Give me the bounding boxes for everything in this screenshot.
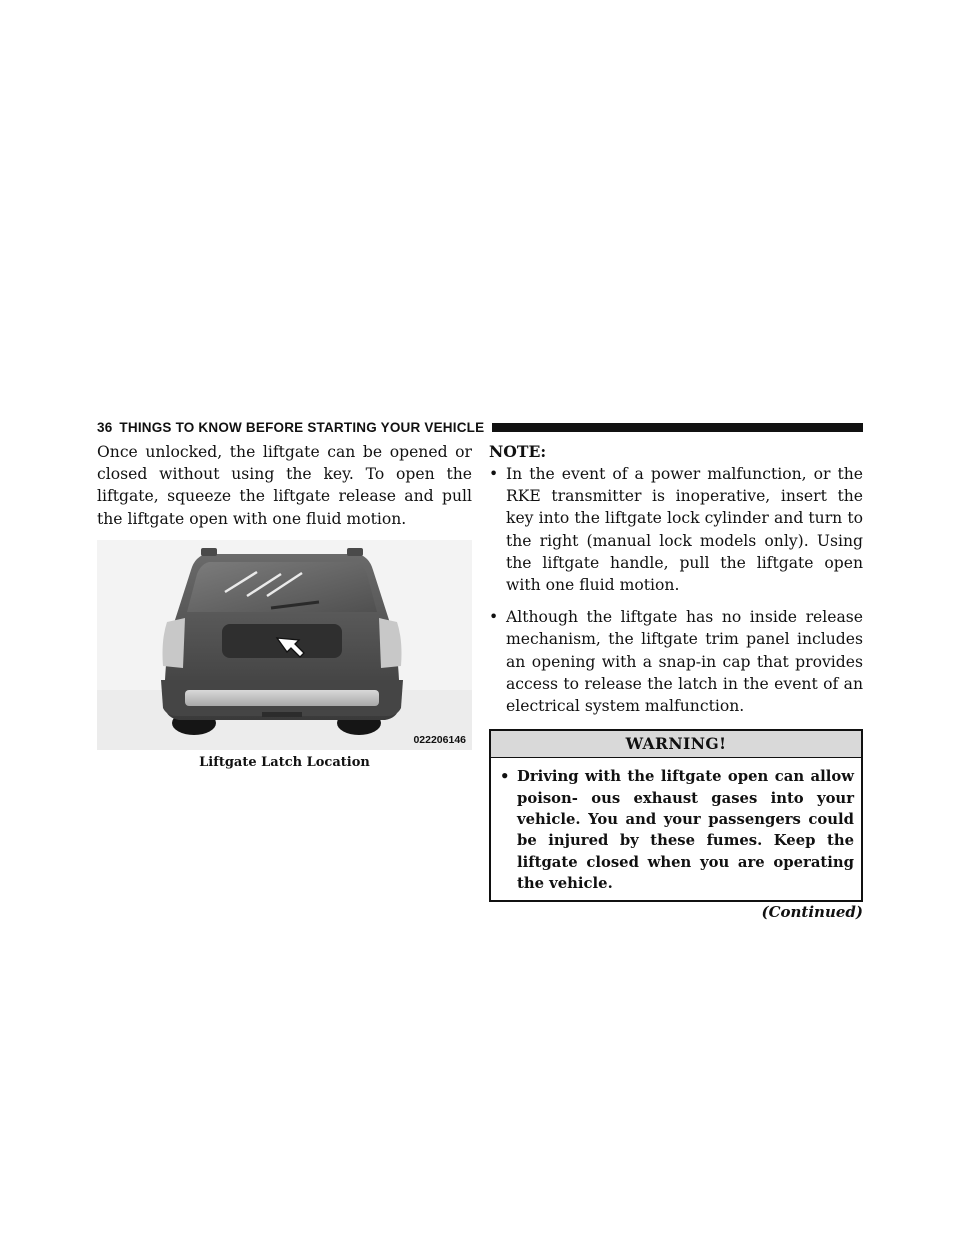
liftgate-figure (97, 540, 472, 750)
bullet-text: In the event of a power malfunction, or the RKE transmitter is inoperative, insert the key into the liftgate lock cylinder and turn to the right (manual lock models only). Using the liftgate handle, pull the liftgate open with one fluid motion. (506, 465, 863, 595)
right-column (489, 441, 863, 921)
warning-text: Driving with the liftgate open can allow poison- ous exhaust gases into your vehicle. You and your passengers could be injured by these fumes. Keep the liftgate closed when you are operating the vehicle. (517, 768, 854, 893)
list-item (489, 606, 863, 717)
note-bullets (489, 463, 863, 717)
section-title: THINGS TO KNOW BEFORE STARTING YOUR VEHICLE (119, 419, 485, 435)
vehicle-rear-illustration (97, 540, 472, 750)
figure-caption: Liftgate Latch Location (199, 754, 370, 770)
note-heading: NOTE: (489, 442, 547, 461)
left-column (97, 441, 472, 770)
figure-code: 022206146 (413, 733, 466, 746)
bullet-icon: • (500, 768, 510, 786)
warning-title: WARNING! (491, 731, 861, 758)
bullet-text: Although the liftgate has no inside release mechanism, the liftgate trim panel includes an opening with a snap-in cap that provides access to release the latch in the event of an electrical system malfunction. (506, 608, 863, 716)
header-rule (492, 423, 863, 432)
warning-box (489, 729, 863, 901)
page-number: 36 (97, 419, 113, 435)
warning-body (491, 758, 861, 899)
intro-paragraph: Once unlocked, the liftgate can be opened or closed without using the key. To open the liftgate, squeeze the liftgate release and pull the liftgate open with one fluid motion. (97, 443, 472, 528)
warning-item (499, 766, 854, 894)
page-header (97, 418, 863, 436)
list-item (489, 463, 863, 596)
continued-label: (Continued) (761, 902, 863, 921)
bullet-icon: • (489, 465, 499, 483)
bullet-icon: • (489, 608, 499, 627)
